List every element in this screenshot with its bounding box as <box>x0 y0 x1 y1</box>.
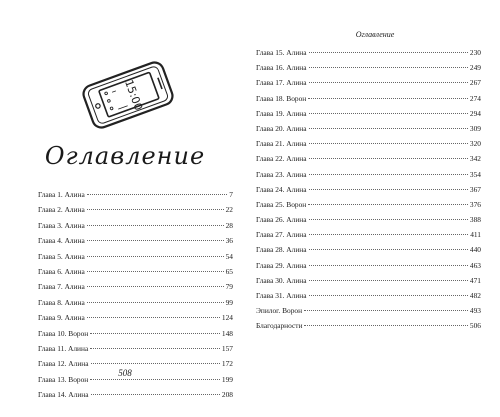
toc-entry-page: 463 <box>469 260 481 270</box>
toc-entry <box>256 242 481 257</box>
toc-leader-dots <box>304 325 467 326</box>
toc-entry <box>38 202 233 217</box>
toc-entry-title: Глава 19. Алина <box>256 108 307 118</box>
toc-entry <box>38 310 233 325</box>
toc-leader-dots <box>309 265 468 266</box>
toc-entry-page: 506 <box>469 321 481 331</box>
toc-leader-dots <box>87 240 224 241</box>
toc-leader-dots <box>87 286 224 287</box>
page-number: 508 <box>118 368 132 378</box>
toc-entry-page: 99 <box>225 297 233 307</box>
toc-entry-page: 294 <box>469 108 481 118</box>
toc-entry-title: Глава 21. Алина <box>256 139 307 149</box>
toc-entry-title: Глава 4. Алина <box>38 236 85 246</box>
toc-leader-dots <box>309 295 468 296</box>
toc-leader-dots <box>87 271 224 272</box>
toc-leader-dots <box>90 348 220 349</box>
toc-entry-page: 124 <box>221 313 233 323</box>
toc-entry-page: 493 <box>469 306 481 316</box>
toc-entry-title: Глава 26. Алина <box>256 215 307 225</box>
toc-entry <box>256 273 481 288</box>
toc-entry <box>38 387 233 402</box>
toc-entry-title: Глава 13. Ворон <box>38 374 89 384</box>
toc-entry-title: Глава 8. Алина <box>38 297 85 307</box>
toc-entry <box>38 218 233 233</box>
phone-screen-time: 15:00 <box>122 78 146 113</box>
toc-entry <box>256 318 481 333</box>
smartphone-icon <box>78 55 178 135</box>
toc-entry-page: 28 <box>225 220 233 230</box>
toc-leader-dots <box>308 204 468 205</box>
toc-leader-dots <box>304 310 468 311</box>
toc-entry <box>256 212 481 227</box>
toc-entry-title: Благодарности <box>256 321 303 331</box>
toc-entry-page: 440 <box>469 245 481 255</box>
toc-leader-dots <box>87 209 224 210</box>
toc-entry-title: Глава 2. Алина <box>38 205 85 215</box>
right-page <box>250 0 500 417</box>
toc-entry-page: 267 <box>469 78 481 88</box>
toc-leader-dots <box>87 256 224 257</box>
toc-entry <box>256 60 481 75</box>
toc-entry <box>38 326 233 341</box>
toc-entry-page: 157 <box>221 343 233 353</box>
toc-entry-page: 65 <box>225 266 233 276</box>
toc-entry <box>256 303 481 318</box>
toc-entry-title: Глава 11. Алина <box>38 343 89 353</box>
toc-entry <box>256 182 481 197</box>
toc-entry-page: 274 <box>469 93 481 103</box>
toc-leader-dots <box>309 158 468 159</box>
toc-leader-dots <box>87 302 224 303</box>
toc-entry <box>256 258 481 273</box>
toc-entry-page: 230 <box>469 48 481 57</box>
toc-entry-page: 36 <box>225 236 233 246</box>
toc-entry-page: 482 <box>469 291 481 300</box>
toc-leader-dots <box>309 82 468 83</box>
toc-leader-dots <box>309 67 468 68</box>
toc-entry-page: 354 <box>469 169 481 179</box>
toc-leader-dots <box>309 52 468 53</box>
toc-entry <box>256 121 481 136</box>
toc-entry-title: Глава 17. Алина <box>256 78 307 88</box>
toc-entry-page: 376 <box>469 199 481 209</box>
toc-entry <box>38 187 233 202</box>
toc-entry-title: Глава 10. Ворон <box>38 328 89 338</box>
toc-leader-dots <box>309 143 468 144</box>
toc-leader-dots <box>90 333 220 334</box>
toc-leader-dots <box>87 225 224 226</box>
toc-entry-page: 54 <box>225 251 233 261</box>
toc-entry-page: 249 <box>469 63 481 73</box>
toc-entry <box>256 106 481 121</box>
toc-entry-title: Глава 6. Алина <box>38 266 85 276</box>
toc-leader-dots <box>309 234 469 235</box>
toc-leader-dots <box>90 379 220 380</box>
toc-entry <box>38 264 233 279</box>
toc-entry-page: 148 <box>221 328 233 338</box>
toc-entry-title: Глава 30. Алина <box>256 275 307 285</box>
toc-entry <box>38 233 233 248</box>
toc-entry <box>38 249 233 264</box>
toc-leader-dots <box>309 189 468 190</box>
toc-entry-title: Глава 25. Ворон <box>256 199 307 209</box>
toc-leader-dots <box>309 174 468 175</box>
toc-entry <box>256 197 481 212</box>
toc-entry-title: Глава 20. Алина <box>256 123 307 133</box>
toc-entry-title: Глава 29. Алина <box>256 260 307 270</box>
running-header: Оглавление <box>355 30 395 39</box>
toc-entry-page: 22 <box>225 205 233 215</box>
toc-list-right <box>256 45 481 334</box>
toc-leader-dots <box>309 219 468 220</box>
toc-entry-title: Глава 18. Ворон <box>256 93 307 103</box>
toc-entry <box>256 288 481 303</box>
toc-entry <box>256 167 481 182</box>
toc-entry-title: Глава 23. Алина <box>256 169 307 179</box>
toc-entry-title: Глава 31. Алина <box>256 291 307 300</box>
toc-entry-page: 79 <box>225 282 233 292</box>
toc-entry <box>256 136 481 151</box>
toc-entry-title: Глава 15. Алина <box>256 48 307 57</box>
toc-title: Оглавление <box>44 142 206 170</box>
toc-entry-title: Глава 27. Алина <box>256 230 307 240</box>
toc-leader-dots <box>87 194 227 195</box>
toc-entry-title: Глава 14. Алина <box>38 390 89 400</box>
toc-entry <box>38 341 233 356</box>
toc-entry-title: Глава 22. Алина <box>256 154 307 164</box>
toc-entry-page: 199 <box>221 374 233 384</box>
toc-leader-dots <box>91 363 220 364</box>
toc-entry <box>38 279 233 294</box>
toc-entry-page: 172 <box>221 359 233 369</box>
toc-entry-title: Глава 24. Алина <box>256 184 307 194</box>
toc-entry-title: Глава 12. Алина <box>38 359 89 369</box>
toc-leader-dots <box>308 98 468 99</box>
toc-entry-title: Глава 16. Алина <box>256 63 307 73</box>
toc-entry-title: Глава 9. Алина <box>38 313 85 323</box>
toc-leader-dots <box>91 394 220 395</box>
toc-entry-page: 411 <box>470 230 481 240</box>
toc-entry-page: 309 <box>469 123 481 133</box>
toc-entry <box>256 75 481 90</box>
toc-entry-title: Глава 3. Алина <box>38 220 85 230</box>
toc-entry-title: Эпилог. Ворон <box>256 306 303 316</box>
toc-entry-page: 208 <box>221 390 233 400</box>
toc-entry-page: 388 <box>469 215 481 225</box>
toc-entry-title: Глава 1. Алина <box>38 190 85 199</box>
toc-leader-dots <box>309 280 468 281</box>
toc-entry-title: Глава 7. Алина <box>38 282 85 292</box>
toc-entry-page: 471 <box>469 275 481 285</box>
toc-entry <box>256 45 481 60</box>
toc-entry-title: Глава 5. Алина <box>38 251 85 261</box>
toc-leader-dots <box>309 249 468 250</box>
toc-entry <box>256 227 481 242</box>
toc-leader-dots <box>87 317 220 318</box>
toc-entry-page: 320 <box>469 139 481 149</box>
toc-entry-page: 7 <box>229 190 233 199</box>
toc-leader-dots <box>309 113 468 114</box>
toc-entry <box>256 151 481 166</box>
toc-entry-page: 367 <box>469 184 481 194</box>
toc-entry <box>38 295 233 310</box>
toc-leader-dots <box>309 128 468 129</box>
toc-entry <box>256 91 481 106</box>
toc-entry-page: 342 <box>469 154 481 164</box>
toc-entry-title: Глава 28. Алина <box>256 245 307 255</box>
